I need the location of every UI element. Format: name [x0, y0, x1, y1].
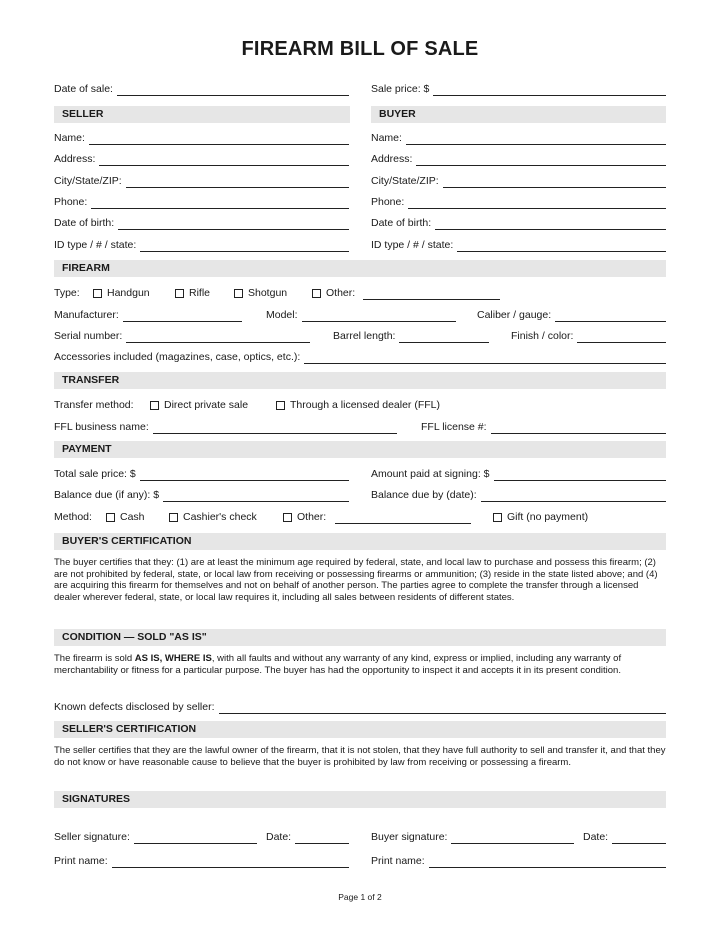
- sale-price-line[interactable]: [433, 83, 666, 96]
- ffl-name-field[interactable]: [54, 420, 397, 434]
- page-number: Page 1 of 2: [338, 892, 382, 902]
- seller-city-line[interactable]: [126, 175, 349, 188]
- buyer-address-line[interactable]: [416, 153, 666, 166]
- seller-address-label: Address:: [54, 153, 96, 165]
- other-type-field[interactable]: [363, 286, 500, 300]
- private-sale-option[interactable]: [150, 398, 248, 412]
- seller-name-label: Name:: [54, 132, 85, 144]
- seller-print-name-line[interactable]: [112, 855, 349, 868]
- rifle-label: Rifle: [189, 287, 211, 299]
- seller-date-label: Date:: [266, 831, 292, 843]
- gift-option[interactable]: [493, 510, 588, 524]
- party-row-phone: [54, 195, 666, 209]
- seller-name-line[interactable]: [89, 132, 349, 145]
- model-line[interactable]: [302, 309, 456, 322]
- signatures-heading: SIGNATURES: [54, 791, 666, 808]
- firearm-details-row-1: [54, 308, 666, 322]
- buyer-date-line[interactable]: [612, 831, 666, 844]
- manufacturer-field[interactable]: [54, 308, 242, 322]
- buyer-city-field[interactable]: [371, 174, 666, 188]
- manufacturer-line[interactable]: [123, 309, 242, 322]
- buyer-dob-field[interactable]: [371, 216, 666, 230]
- seller-id-field[interactable]: [54, 238, 349, 252]
- caliber-line[interactable]: [555, 309, 666, 322]
- condition-text-post: , with all faults and without any warranty of any kind, express or implied, including any warranty of merchantability or fitness for a particular purpose. The buyer has had the opportunity to inspect it and accepts it in its present condition.: [54, 653, 622, 676]
- type-shotgun-option[interactable]: [234, 286, 287, 300]
- barrel-field[interactable]: [333, 329, 489, 343]
- barrel-label: Barrel length:: [333, 330, 396, 342]
- buyer-id-field[interactable]: [371, 238, 666, 252]
- amount-paid-label: Amount paid at signing: $: [371, 468, 490, 480]
- total-price-line[interactable]: [140, 468, 349, 481]
- ffl-name-line[interactable]: [153, 421, 397, 434]
- ffl-name-label: FFL business name:: [54, 421, 149, 433]
- finish-label: Finish / color:: [511, 330, 574, 342]
- private-sale-checkbox[interactable]: [150, 401, 159, 410]
- seller-phone-line[interactable]: [91, 196, 349, 209]
- seller-certification-heading: SELLER'S CERTIFICATION: [54, 721, 666, 738]
- buyer-address-field[interactable]: [371, 152, 666, 166]
- transfer-heading: TRANSFER: [54, 372, 666, 389]
- payment-row-2: [54, 488, 666, 502]
- shotgun-label: Shotgun: [248, 287, 288, 299]
- balance-date-label: Balance due by (date):: [371, 489, 477, 501]
- buyer-phone-field[interactable]: [371, 195, 666, 209]
- other-type-checkbox[interactable]: [312, 289, 321, 298]
- buyer-phone-label: Phone:: [371, 196, 405, 208]
- type-rifle-option[interactable]: [175, 286, 210, 300]
- date-of-sale-line[interactable]: [117, 83, 349, 96]
- defects-field[interactable]: [54, 700, 666, 714]
- other-payment-checkbox[interactable]: [283, 513, 292, 522]
- sale-info-row: [54, 82, 666, 96]
- seller-date-field[interactable]: [266, 830, 349, 844]
- balance-field[interactable]: [54, 488, 349, 502]
- type-handgun-option[interactable]: [93, 286, 150, 300]
- sale-price-label: Sale price: $: [371, 83, 430, 95]
- accessories-field[interactable]: [54, 350, 666, 364]
- model-field[interactable]: [266, 308, 456, 322]
- buyer-heading: BUYER: [371, 106, 666, 123]
- seller-dob-field[interactable]: [54, 216, 349, 230]
- seller-phone-label: Phone:: [54, 196, 88, 208]
- balance-line[interactable]: [163, 489, 349, 502]
- seller-address-field[interactable]: [54, 152, 349, 166]
- defects-line[interactable]: [219, 701, 667, 714]
- party-row-dob: [54, 216, 666, 230]
- gift-checkbox[interactable]: [493, 513, 502, 522]
- transfer-method-label: Transfer method:: [54, 399, 134, 411]
- defects-label: Known defects disclosed by seller:: [54, 701, 215, 713]
- seller-heading: SELLER: [54, 106, 350, 123]
- accessories-label: Accessories included (magazines, case, optics, etc.):: [54, 351, 301, 363]
- finish-field[interactable]: [511, 329, 666, 343]
- dealer-option[interactable]: [276, 398, 440, 412]
- buyer-id-line[interactable]: [457, 239, 666, 252]
- payment-method-row: [54, 510, 666, 524]
- gift-label: Gift (no payment): [507, 511, 589, 523]
- accessories-row: [54, 350, 666, 364]
- seller-id-line[interactable]: [140, 239, 349, 252]
- cashiers-check-option[interactable]: [169, 510, 257, 524]
- firearm-heading: FIREARM: [54, 260, 666, 277]
- other-type-label: Other:: [326, 287, 356, 299]
- dealer-label: Through a licensed dealer (FFL): [290, 399, 440, 411]
- cash-checkbox[interactable]: [106, 513, 115, 522]
- manufacturer-label: Manufacturer:: [54, 309, 119, 321]
- seller-city-label: City/State/ZIP:: [54, 175, 122, 187]
- balance-date-field[interactable]: [371, 488, 666, 502]
- other-payment-field[interactable]: [335, 510, 471, 524]
- buyer-print-name-field[interactable]: [371, 854, 666, 868]
- balance-date-line[interactable]: [481, 489, 666, 502]
- document-title: FIREARM BILL OF SALE: [241, 38, 479, 60]
- amount-paid-field[interactable]: [371, 467, 666, 481]
- seller-certification-text: The seller certifies that they are the lawful owner of the firearm, that it is not stolen, that they have full authority to sell and transfer it, and that they do not know or have reasonable cause to believe that the buyer is prohibited by law from receiving or possessing a firearm.: [54, 745, 666, 768]
- seller-name-field[interactable]: [54, 131, 349, 145]
- buyer-name-label: Name:: [371, 132, 402, 144]
- type-label: Type:: [54, 287, 80, 299]
- buyer-address-label: Address:: [371, 153, 413, 165]
- seller-print-name-field[interactable]: [54, 854, 349, 868]
- buyer-name-line[interactable]: [406, 132, 666, 145]
- seller-date-line[interactable]: [295, 831, 349, 844]
- seller-city-field[interactable]: [54, 174, 349, 188]
- party-row-city: [54, 174, 666, 188]
- serial-field[interactable]: [54, 329, 310, 343]
- seller-signature-line[interactable]: [134, 831, 257, 844]
- total-price-label: Total sale price: $: [54, 468, 136, 480]
- amount-paid-line[interactable]: [494, 468, 667, 481]
- payment-row-1: [54, 467, 666, 481]
- payment-heading: PAYMENT: [54, 441, 666, 458]
- finish-line[interactable]: [577, 330, 666, 343]
- defects-row: [54, 700, 666, 714]
- buyer-print-name-label: Print name:: [371, 855, 425, 867]
- ffl-license-line[interactable]: [491, 421, 666, 434]
- payment-method-label: Method:: [54, 511, 92, 523]
- condition-heading: CONDITION — SOLD "AS IS": [54, 629, 666, 646]
- seller-signature-label: Seller signature:: [54, 831, 130, 843]
- buyer-certification-text: The buyer certifies that they: (1) are at least the minimum age required by federal, state, and local law to purchase and possess this firearm; (2) are not prohibited by federal, state, or local law from receiving or possessing firearms or ammunition; (3) reside in the state listed above; and (4) are acquiring this firearm for themselves and not on behalf of another person. The parties agree to complete the transfer through a licensed dealer wherever federal, state, or local law requires it, including all sales between residents of different states.: [54, 557, 658, 603]
- other-payment-option[interactable]: [283, 510, 326, 524]
- firearm-details-row-2: [54, 329, 666, 343]
- seller-signature-field[interactable]: [54, 830, 257, 844]
- condition-text-bold: AS IS, WHERE IS: [134, 653, 212, 664]
- balance-label: Balance due (if any): $: [54, 489, 160, 501]
- buyer-signature-field[interactable]: [371, 830, 574, 844]
- buyer-city-label: City/State/ZIP:: [371, 175, 439, 187]
- cash-label: Cash: [120, 511, 145, 523]
- private-sale-label: Direct private sale: [164, 399, 249, 411]
- other-payment-label: Other:: [297, 511, 327, 523]
- party-row-name: [54, 131, 666, 145]
- sale-price-field[interactable]: [371, 82, 666, 96]
- print-name-row: [54, 854, 666, 868]
- caliber-label: Caliber / gauge:: [477, 309, 552, 321]
- accessories-line[interactable]: [304, 351, 666, 364]
- total-price-field[interactable]: [54, 467, 349, 481]
- shotgun-checkbox[interactable]: [234, 289, 243, 298]
- buyer-signature-label: Buyer signature:: [371, 831, 448, 843]
- buyer-dob-line[interactable]: [435, 217, 666, 230]
- serial-label: Serial number:: [54, 330, 123, 342]
- buyer-name-field[interactable]: [371, 131, 666, 145]
- condition-text: [54, 653, 666, 676]
- other-payment-line[interactable]: [335, 511, 471, 524]
- cash-option[interactable]: [106, 510, 145, 524]
- buyer-dob-label: Date of birth:: [371, 217, 432, 229]
- ffl-row: [54, 420, 666, 434]
- party-row-id: [54, 238, 666, 252]
- other-type-line[interactable]: [363, 287, 500, 300]
- handgun-label: Handgun: [107, 287, 150, 299]
- buyer-print-name-line[interactable]: [429, 855, 666, 868]
- seller-print-name-label: Print name:: [54, 855, 108, 867]
- seller-id-label: ID type / # / state:: [54, 239, 137, 251]
- seller-dob-label: Date of birth:: [54, 217, 115, 229]
- seller-buyer-headings: [54, 106, 666, 123]
- dealer-checkbox[interactable]: [276, 401, 285, 410]
- buyer-signature-line[interactable]: [451, 831, 574, 844]
- rifle-checkbox[interactable]: [175, 289, 184, 298]
- buyer-phone-line[interactable]: [408, 196, 666, 209]
- type-other-option[interactable]: [312, 286, 355, 300]
- buyer-city-line[interactable]: [443, 175, 666, 188]
- buyer-id-label: ID type / # / state:: [371, 239, 454, 251]
- signature-row: [54, 830, 666, 844]
- date-of-sale-label: Date of sale:: [54, 83, 113, 95]
- buyer-certification-heading: BUYER'S CERTIFICATION: [54, 533, 666, 550]
- handgun-checkbox[interactable]: [93, 289, 102, 298]
- condition-text-pre: The firearm is sold: [54, 653, 135, 664]
- seller-dob-line[interactable]: [118, 217, 349, 230]
- serial-line[interactable]: [126, 330, 310, 343]
- barrel-line[interactable]: [399, 330, 489, 343]
- transfer-method-row: [54, 398, 666, 412]
- ffl-license-field[interactable]: [421, 420, 666, 434]
- cashiers-check-label: Cashier's check: [183, 511, 257, 523]
- date-of-sale-field[interactable]: [54, 82, 349, 96]
- model-label: Model:: [266, 309, 298, 321]
- buyer-date-label: Date:: [583, 831, 609, 843]
- party-row-address: [54, 152, 666, 166]
- seller-address-line[interactable]: [99, 153, 349, 166]
- seller-phone-field[interactable]: [54, 195, 349, 209]
- caliber-field[interactable]: [477, 308, 666, 322]
- buyer-date-field[interactable]: [583, 830, 666, 844]
- cashiers-check-checkbox[interactable]: [169, 513, 178, 522]
- firearm-type-row: [54, 286, 666, 300]
- ffl-license-label: FFL license #:: [421, 421, 487, 433]
